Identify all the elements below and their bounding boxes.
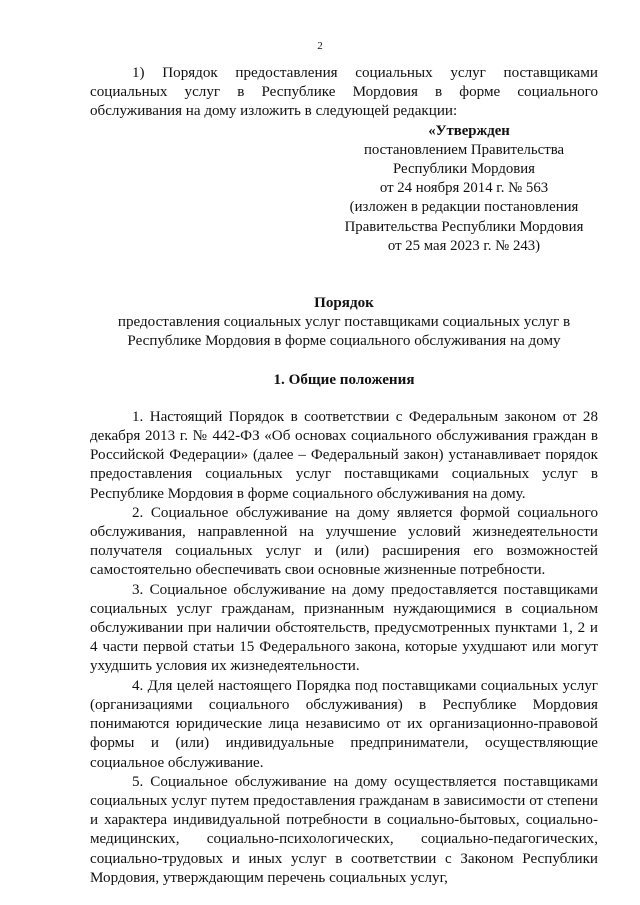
approval-heading: «Утвержден xyxy=(428,122,510,139)
clause-3: 3. Социальное обслуживание на дому предоставляется поставщиками социальных услуг гражданам, признанным нуждающимися в социальном обслуживании при наличии обстоятельств, предусмотренных пунктами 1, 2 и 4 части первой статьи 15 Федерального закона, которые ухудшают или могут ухудшить условия их жизнедеятельности. xyxy=(90,581,598,675)
document-body xyxy=(90,64,598,888)
clause-4: 4. Для целей настоящего Порядка под поставщиками социальных услуг (организациями социального обслуживания) в Республике Мордовия понимаются юридические лица независимо от их организационно-правовой формы и (или) индивидуальные предприниматели, осуществляющие социальное обслуживание. xyxy=(90,677,598,771)
approval-line: от 25 мая 2023 г. № 243) xyxy=(387,237,541,254)
approval-line: от 24 ноября 2014 г. № 563 xyxy=(379,180,549,197)
approval-line: Правительства Республики Мордовия xyxy=(344,218,584,235)
clause-5: 5. Социальное обслуживание на дому осуществляется поставщиками социальных услуг путем предоставления гражданам в зависимости от степени и характера индивидуальной потребности в социально-бытовых, социально-медицинских, социально-психологических, социально-педагогических, социально-трудовых и иных услуг в соответствии с Законом Республики Мордовия, утверждающим перечень социальных услуг, xyxy=(90,773,598,886)
page-number: 2 xyxy=(317,40,323,52)
document-title: Порядок xyxy=(314,295,374,312)
intro-paragraph: 1) Порядок предоставления социальных услуг поставщиками социальных услуг в Республике Мордовия в форме социального обслуживания на дому изложить в следующей редакции: xyxy=(90,65,598,120)
document-subtitle xyxy=(90,313,598,351)
approval-block xyxy=(330,122,598,256)
clause-1: 1. Настоящий Порядок в соответствии с Федеральным законом от 28 декабря 2013 г. № 442-ФЗ «Об основах социального обслуживания граждан в Российской Федерации» (далее – Федеральный закон) устанавливает порядок предоставления социальных услуг поставщиками социальных услуг в Республике Мордовия в форме социального обслуживания на дому. xyxy=(90,408,598,502)
approval-line: (изложен в редакции постановления xyxy=(349,199,579,216)
subtitle-line: Республике Мордовия в форме социального обслуживания на дому xyxy=(127,333,561,350)
clause-2: 2. Социальное обслуживание на дому является формой социального обслуживания, направленной на улучшение условий жизнедеятельности получателя социальных услуг и (или) расширения его возможностей самостоятельно обеспечивать свои основные жизненные потребности. xyxy=(90,504,598,579)
approval-line: Республики Мордовия xyxy=(393,161,535,178)
section-title: 1. Общие положения xyxy=(273,371,415,388)
subtitle-line: предоставления социальных услуг поставщиками социальных услуг в xyxy=(117,314,571,331)
approval-line: постановлением Правительства xyxy=(363,141,565,158)
